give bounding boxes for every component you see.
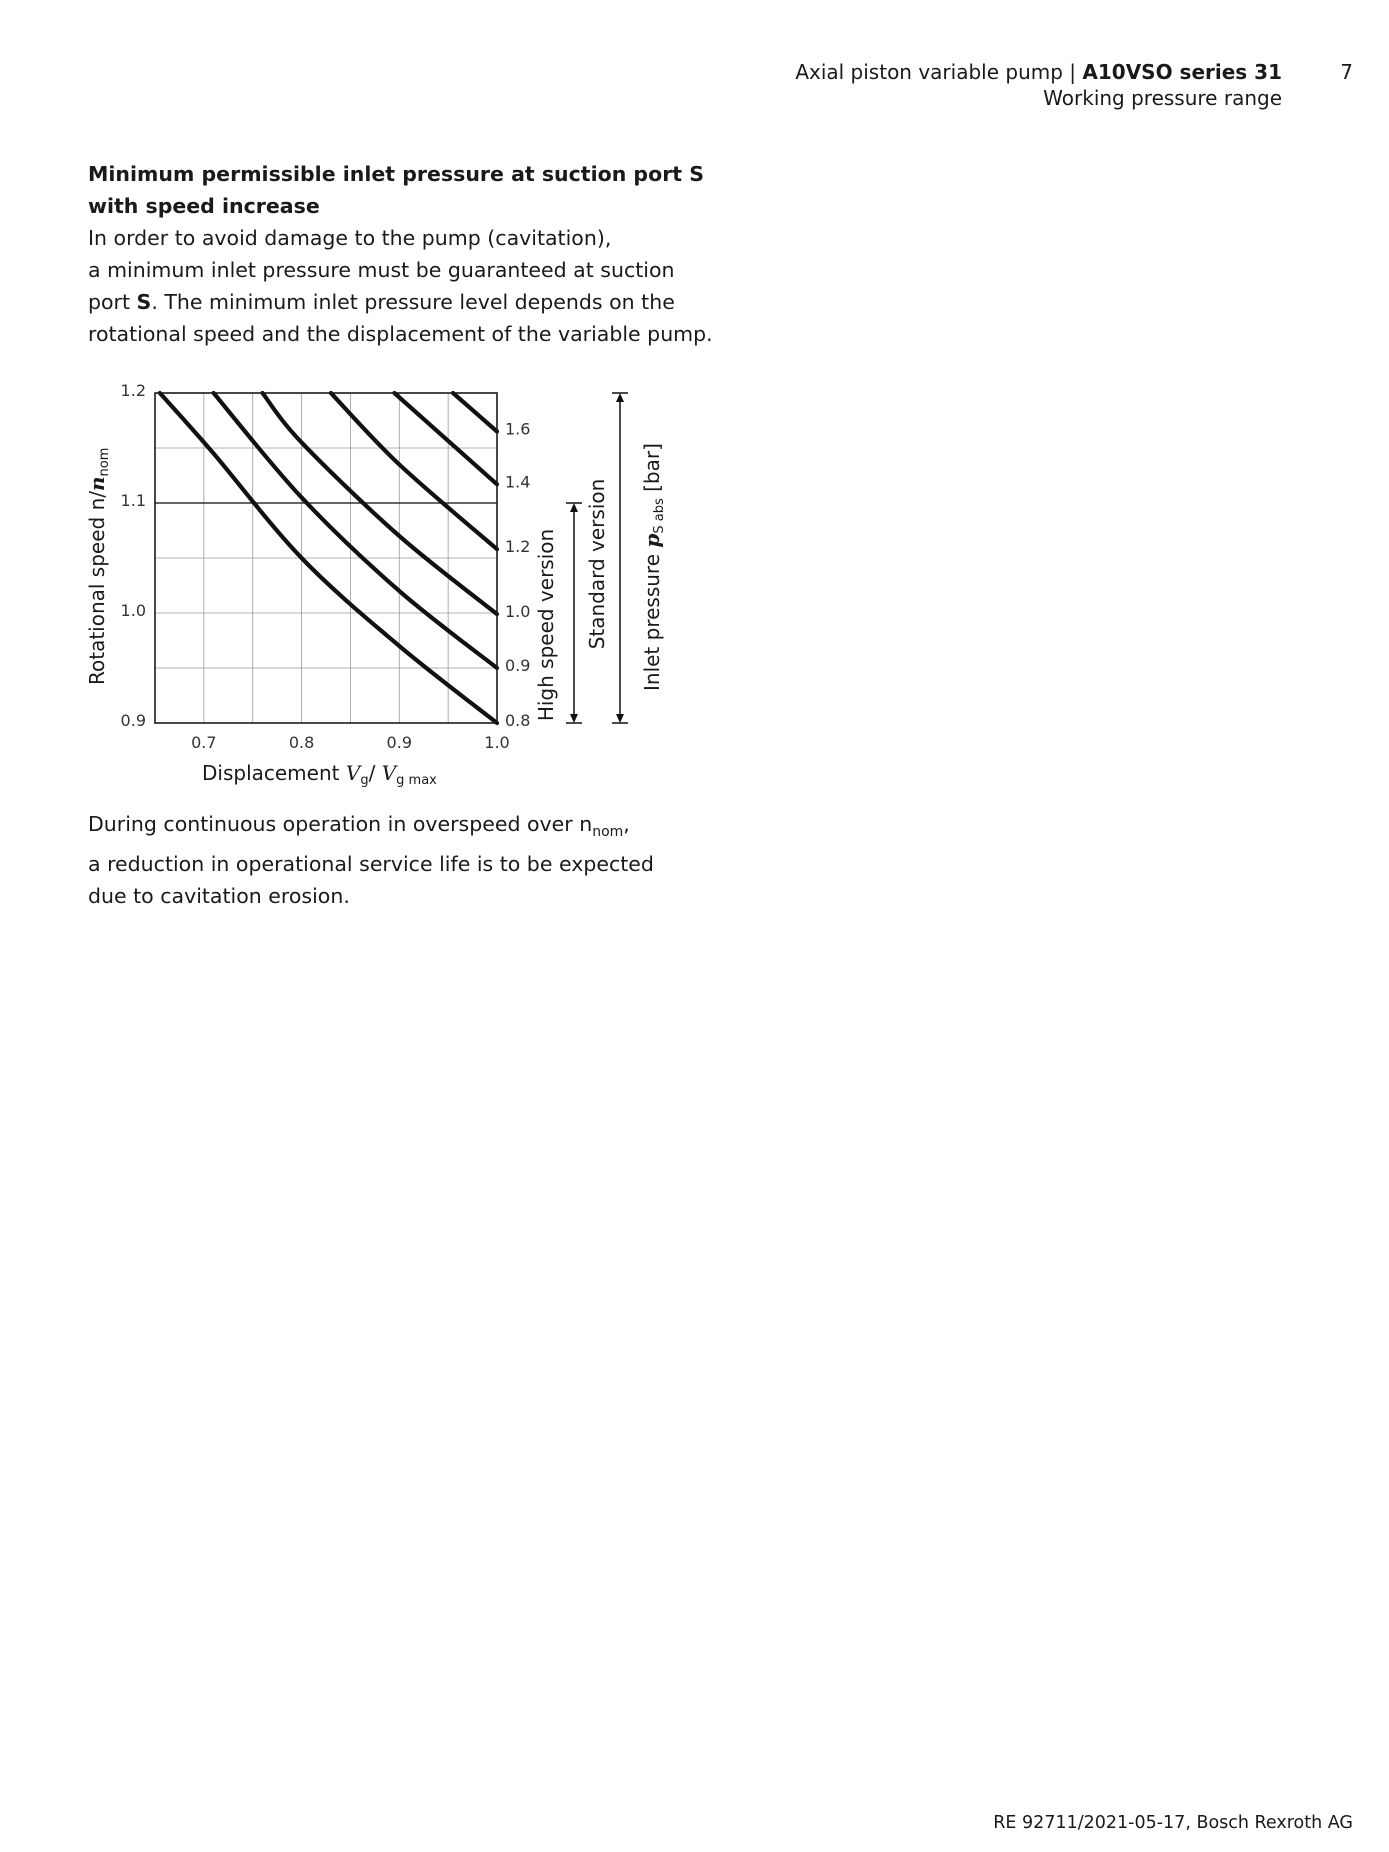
inlet-pressure-chart	[80, 375, 680, 795]
page-number: 7	[1340, 60, 1353, 84]
series-labels	[505, 420, 530, 731]
x-axis-label-sub1: g	[360, 773, 369, 788]
section-body-line3-pre: port	[88, 290, 137, 314]
x-axis-label-sep: /	[368, 761, 382, 785]
section	[88, 158, 728, 350]
section-body-line4: rotational speed and the displacement of the variable pump.	[88, 322, 713, 346]
pressure-curve-1-6	[453, 393, 497, 432]
y-tick-label: 0.9	[120, 711, 146, 730]
range-label: High speed version	[534, 528, 558, 722]
x-axis-label-v2: V	[381, 761, 397, 785]
right-axis-label-text: Inlet pressure	[640, 547, 664, 691]
header-title-product: A10VSO series 31	[1082, 60, 1282, 84]
note-line1-sub: nom	[592, 824, 624, 841]
range-label: Standard version	[585, 478, 609, 650]
range-arrowhead-top	[616, 393, 624, 402]
range-arrowhead-top	[570, 503, 578, 512]
range-annotations	[534, 393, 628, 723]
y-tick-label: 1.2	[120, 381, 146, 400]
right-axis-label-sub: S abs	[652, 498, 667, 534]
x-tick-label: 0.9	[386, 733, 413, 752]
footer: RE 92711/2021-05-17, Bosch Rexroth AG	[993, 1813, 1353, 1833]
x-tick-label: 0.7	[191, 733, 217, 752]
series-label-1-6: 1.6	[505, 419, 531, 439]
y-tick-label: 1.0	[120, 601, 146, 620]
pressure-curve-0-9	[214, 393, 497, 668]
x-axis-label-v1: V	[345, 761, 361, 785]
y-axis-label-text: Rotational speed n/	[85, 490, 109, 685]
section-heading-line2: with speed increase	[88, 194, 320, 218]
header-title-prefix: Axial piston variable pump |	[795, 60, 1083, 84]
section-body-line1: In order to avoid damage to the pump (cavitation),	[88, 226, 612, 250]
y-axis-label-sub: nom	[97, 447, 112, 477]
x-tick-label: 0.8	[288, 733, 315, 752]
note-line1-pre: During continuous operation in overspeed over n	[88, 812, 593, 836]
range-arrowhead-bottom	[570, 714, 578, 723]
note-line2: a reduction in operational service life is to be expected	[88, 852, 654, 877]
right-axis-label-unit: [bar]	[640, 443, 664, 499]
series-label-1-4: 1.4	[505, 472, 531, 492]
x-axis-label	[202, 761, 437, 788]
note-line1-post: ,	[623, 812, 630, 836]
note-line3: due to cavitation erosion.	[88, 884, 350, 909]
y-axis-label-n: n	[85, 476, 109, 491]
header-title	[795, 60, 1282, 84]
series-label-1-2: 1.2	[505, 537, 531, 557]
x-axis-label-text: Displacement	[202, 761, 346, 785]
section-heading-line1: Minimum permissible inlet pressure at suction port S	[88, 162, 705, 186]
x-axis-label-sub2: g max	[396, 773, 437, 788]
x-tick-label: 1.0	[484, 733, 510, 752]
section-body-line3-post: . The minimum inlet pressure level depends on the	[151, 290, 675, 314]
right-axis-label	[640, 443, 667, 691]
note	[88, 808, 728, 912]
section-body-line2: a minimum inlet pressure must be guaranteed at suction	[88, 258, 675, 282]
section-body-line3-bold: S	[136, 290, 152, 314]
note-line1	[88, 808, 728, 848]
chart-tick-labels	[121, 381, 510, 752]
section-body-line3	[88, 286, 728, 318]
header-subtitle: Working pressure range	[1043, 86, 1282, 110]
range-arrowhead-bottom	[616, 714, 624, 723]
y-axis-label	[85, 448, 112, 685]
pressure-curve-1-4	[394, 393, 497, 484]
series-label-0-8: 0.8	[505, 711, 531, 730]
series-label-1-0: 1.0	[505, 602, 531, 622]
right-axis-label-p: p	[640, 533, 664, 548]
y-tick-label: 1.1	[120, 491, 146, 510]
pressure-curve-1-2	[331, 393, 497, 549]
series-label-0-9: 0.9	[505, 656, 531, 675]
